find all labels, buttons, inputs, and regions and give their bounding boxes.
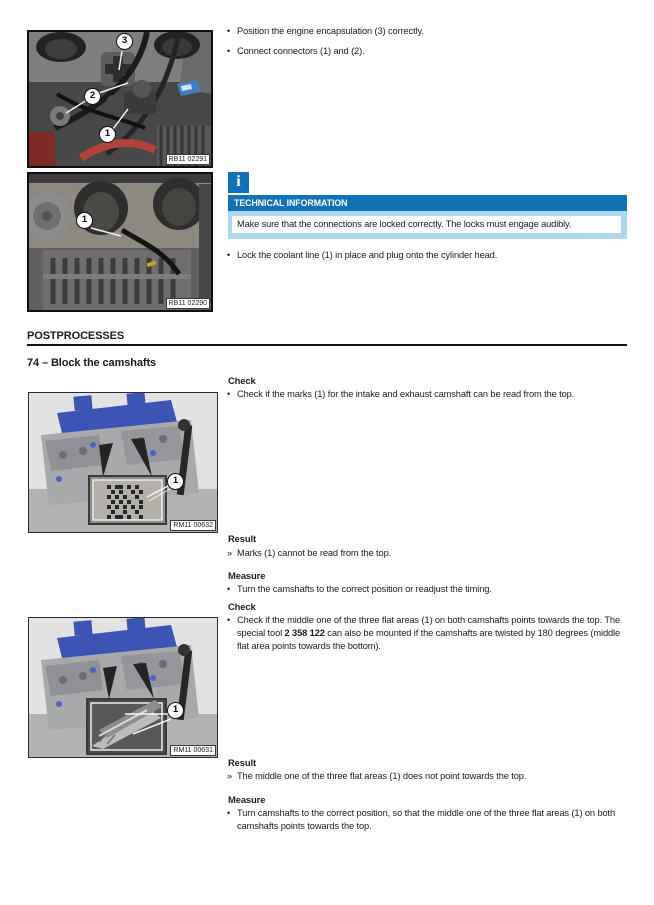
bullet-icon: • — [227, 250, 231, 260]
figure-id-label: RM11 00632 — [170, 520, 216, 531]
section-divider — [27, 344, 627, 346]
callout-1: 1 — [167, 473, 184, 490]
technical-information-box — [228, 211, 627, 239]
figure-photo — [29, 32, 211, 166]
step-text: Connect connectors (1) and (2). — [237, 46, 365, 56]
technical-information-header: TECHNICAL INFORMATION — [228, 195, 627, 211]
technical-information-text: Make sure that the connections are locked correctly. The locks must engage audibly. — [232, 216, 621, 233]
result-text: The middle one of the three flat areas (1) does not point towards the top. — [237, 771, 527, 781]
callout-3: 3 — [116, 33, 133, 50]
list-item — [227, 45, 629, 58]
measure-heading: Measure — [228, 794, 266, 805]
figure-engine-encapsulation — [27, 30, 213, 168]
check-heading: Check — [228, 601, 256, 612]
list-item — [227, 388, 629, 401]
bullet-icon: • — [227, 389, 231, 399]
bullet-icon: • — [227, 808, 231, 818]
list-item — [227, 25, 629, 38]
bullet-icon: • — [227, 26, 231, 36]
step-74-title: 74 – Block the camshafts — [27, 357, 157, 369]
callout-1: 1 — [76, 212, 93, 229]
bullet-icon: • — [227, 584, 231, 594]
list-item — [227, 249, 629, 262]
step-text — [237, 614, 629, 653]
postprocesses-title: POSTPROCESSES — [27, 330, 125, 342]
top-step-list — [227, 25, 629, 58]
step-text: Lock the coolant line (1) in place and plug onto the cylinder head. — [237, 250, 498, 260]
list-item — [227, 614, 629, 653]
list-item — [227, 807, 629, 833]
figure-id-label: RB11 02290 — [166, 298, 210, 309]
result-marker: » — [227, 548, 233, 558]
result-heading: Result — [228, 757, 257, 768]
step-text-post: can also be mounted if the camshafts are twisted by 180 degrees (middle flat area points towards the bottom). — [237, 628, 621, 651]
figure-coolant-line — [27, 172, 213, 312]
step-text: Check if the marks (1) for the intake and exhaust camshaft can be read from the top. — [237, 389, 575, 399]
result-text: Marks (1) cannot be read from the top. — [237, 548, 392, 558]
bullet-icon: • — [227, 46, 231, 56]
info-icon: i — [228, 172, 249, 193]
step-text: Turn the camshafts to the correct position or readjust the timing. — [237, 584, 492, 594]
check-heading: Check — [228, 375, 256, 386]
step-text: Position the engine encapsulation (3) correctly. — [237, 26, 424, 36]
figure-photo — [29, 618, 217, 757]
figure-camshaft-flat-areas — [28, 617, 218, 758]
figure-id-label: RB11 02291 — [166, 154, 210, 165]
result-item — [227, 770, 629, 783]
step-text: Turn camshafts to the correct position, so that the middle one of the three flat areas (1) on both camshafts points towards the top. — [237, 808, 616, 831]
callout-1: 1 — [167, 702, 184, 719]
result-item — [227, 547, 629, 560]
special-tool-number: 2 358 122 — [284, 628, 325, 638]
result-heading: Result — [228, 533, 257, 544]
step-text-pre: Check if the middle one of the three flat areas (1) on both camshafts points towards the top. The special tool — [237, 615, 621, 638]
figure-camshaft-marks — [28, 392, 218, 533]
figure-photo — [29, 393, 217, 532]
callout-2: 2 — [84, 88, 101, 105]
list-item — [227, 583, 629, 596]
bullet-icon: • — [227, 615, 231, 625]
figure-photo — [29, 174, 211, 310]
result-marker: » — [227, 771, 233, 781]
figure-id-label: RM11 00631 — [170, 745, 216, 756]
callout-1: 1 — [99, 126, 116, 143]
measure-heading: Measure — [228, 570, 266, 581]
